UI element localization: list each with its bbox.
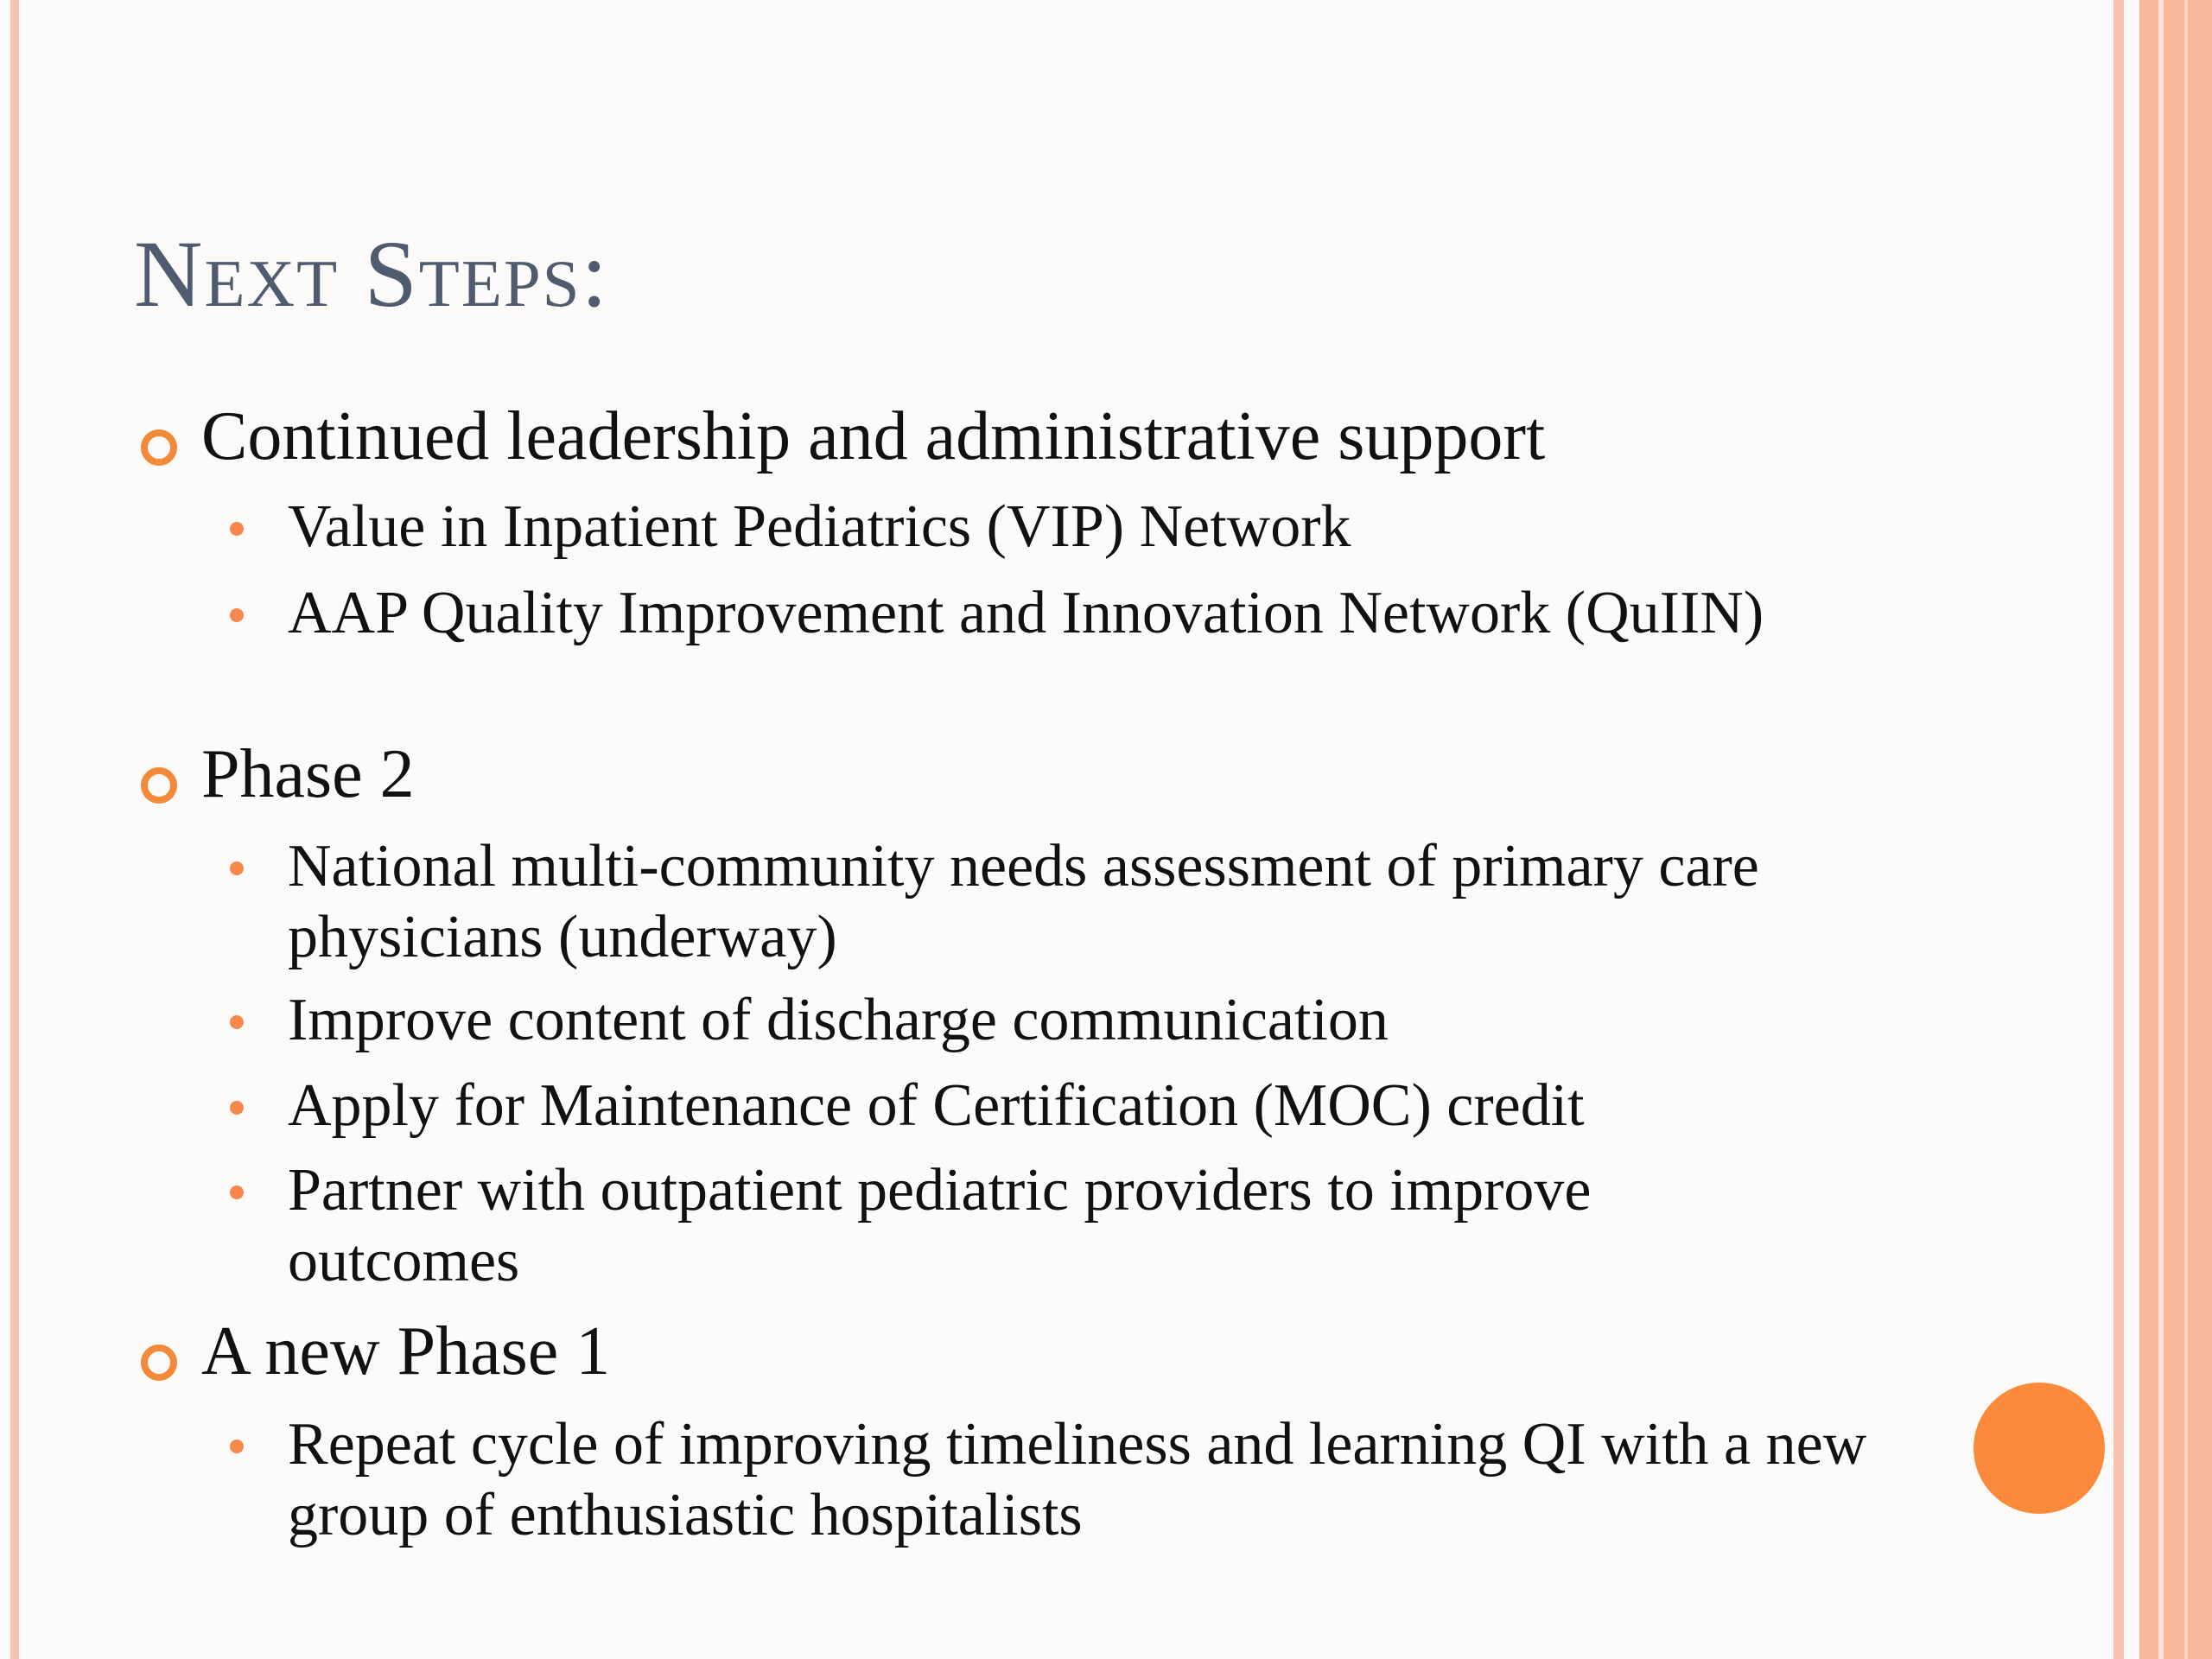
sub-bullet-item: Apply for Maintenance of Certification (MOC) credit: [288, 1072, 1585, 1139]
sub-bullet-item: National multi-community needs assessment of primary care physicians (underway): [288, 833, 1759, 970]
dot-bullet-icon: [230, 1185, 244, 1199]
dot-bullet-icon: [230, 522, 244, 536]
dot-bullet-icon: [230, 1440, 244, 1453]
right-border-line: [2184, 0, 2188, 1659]
left-border-decoration: [10, 0, 19, 1659]
ring-bullet-icon: [141, 767, 177, 804]
bullet-item: Phase 2: [201, 736, 415, 812]
ring-bullet-icon: [141, 429, 177, 466]
orange-circle-decoration: [1974, 1382, 2105, 1514]
sub-bullet-item: AAP Quality Improvement and Innovation Network (QuIIN): [288, 580, 1764, 646]
slide-title: Next Steps:: [134, 221, 610, 327]
sub-bullet-item: Repeat cycle of improving timeliness and learning QI with a new group of enthusiastic hospitalists: [288, 1411, 1867, 1548]
dot-bullet-icon: [230, 1101, 244, 1115]
sub-bullet-item: Partner with outpatient pediatric providers to improve outcomes: [288, 1157, 1592, 1294]
sub-bullet-item: Value in Inpatient Pediatrics (VIP) Network: [288, 493, 1351, 560]
ring-bullet-icon: [141, 1344, 177, 1381]
bullet-item: A new Phase 1: [201, 1313, 611, 1389]
bullet-item: Continued leadership and administrative support: [201, 398, 1546, 474]
sub-bullet-item: Improve content of discharge communication: [288, 987, 1389, 1053]
dot-bullet-icon: [230, 861, 244, 875]
right-border-line: [2158, 0, 2164, 1659]
dot-bullet-icon: [230, 608, 244, 622]
dot-bullet-icon: [230, 1015, 244, 1029]
right-border-stripe: [2113, 0, 2124, 1659]
right-border-block: [2139, 0, 2212, 1659]
